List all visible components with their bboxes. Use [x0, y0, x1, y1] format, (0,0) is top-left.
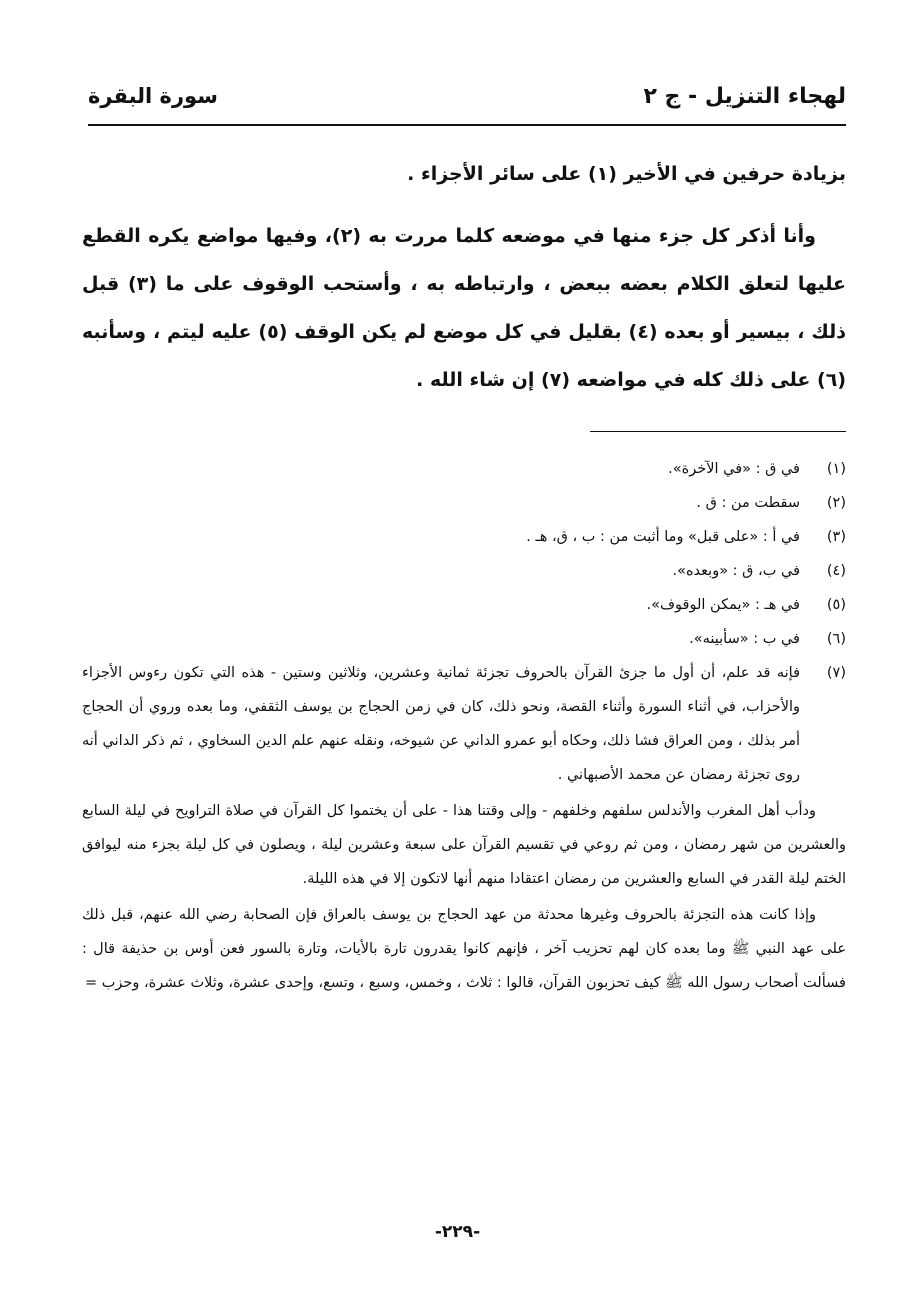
footnote-text: في ب : «سأبينه». [689, 631, 800, 647]
footnote-number: (٤) [826, 563, 846, 579]
footnote-text: في أ : «على قبل» وما أثبت من : ب ، ق، هـ . [526, 529, 800, 545]
footnote-text: في هـ : «يمكن الوقوف». [646, 597, 800, 613]
footnote-number: (٦) [826, 631, 846, 647]
footnote-1 [82, 452, 846, 486]
footnote-separator [590, 431, 846, 432]
footnote-text: في ق : «في الآخرة». [668, 461, 800, 477]
footnote-2 [82, 486, 846, 520]
footnote-3 [82, 520, 846, 554]
footnote-number: (٣) [826, 529, 846, 545]
footnote-5 [82, 588, 846, 622]
footnote-number: (٢) [826, 495, 846, 511]
footnote-4 [82, 554, 846, 588]
footnotes [82, 452, 846, 1000]
footnote-number: (٥) [826, 597, 846, 613]
footnote-number: (١) [826, 461, 846, 477]
footnote-7-continuation-1: ودأب أهل المغرب والأندلس سلفهم وخلفهم - وإلى وقتنا هذا - على أن يختموا كل القرآن في صلاة التراويح في ليلة السابع والعشرين من شهر رمضان ، ومن ثم روعي في تقسيم القرآن على سبعة وعشرين ليلة ، ويصلون في كل ليلة بجزء منه ليوافق الختم ليلة القدر في السابع والعشرين من رمضان اعتقادا منهم أنها لاتكون إلا في هذه الليلة. [82, 803, 846, 887]
footnote-7-continuation-2: وإذا كانت هذه التجزئة بالحروف وغيرها محدثة من عهد الحجاج بن يوسف بالعراق فإن الصحابة رضي الله عنهم، قبل ذلك على عهد النبي ﷺ وما بعده كان لهم تحزيب آخر ، فإنهم كانوا يقدرون تارة بالأيات، وتارة بالسور فعن أوس بن حذيفة قال : فسألت أصحاب رسول الله ﷺ كيف تحزبون القرآن، قالوا : ثلاث ، وخمس، وسبع ، وتسع، وإحدى عشرة، وثلاث عشرة، وحزب = [82, 907, 846, 991]
footnote-text: سقطت من : ق . [696, 495, 800, 511]
page-number: -٢٢٩- [434, 1222, 481, 1242]
footnote-7 [82, 656, 846, 792]
header-rule [88, 124, 846, 126]
surah-title: سورة البقرة [88, 84, 218, 108]
footnote-text: في ب، ق : «وبعده». [672, 563, 800, 579]
footnote-text: فإنه قد علم، أن أول ما جزئ القرآن بالحروف تجزئة ثمانية وعشرين، وثلاثين وستين - هذه التي تكون رءوس الأجزاء والأحزاب، في أثناء السورة وأثناء القصة، ونحو ذلك، كان في زمن الحجاج بن يوسف الثقفي، وما بعده وروي أن الحجاج أمر بذلك ، ومن العراق فشا ذلك، وحكاه أبو عمرو الداني عن شيوخه، ونقله عنهم علم الدين السخاوي ، ثم ذكر الداني أنه روى تجزئة رمضان عن محمد الأصبهاني . [82, 665, 800, 783]
footnote-number: (٧) [826, 665, 846, 681]
running-header [88, 78, 846, 128]
book-title: لهجاء التنزيل - ج ٢ [643, 84, 846, 109]
main-text [82, 150, 846, 418]
main-paragraph-2: وأنا أذكر كل جزء منها في موضعه كلما مررت به (٢)، وفيها مواضع يكره القطع عليها لتعلق الكلام بعضه ببعض ، وارتباطه به ، وأستحب الوقوف على ما (٣) قبل ذلك ، بيسير أو بعده (٤) بقليل في كل موضع لم يكن الوقف (٥) عليه ليتم ، وسأنبه (٦) على ذلك كله في مواضعه (٧) إن شاء الله . [82, 225, 846, 391]
footnote-6 [82, 622, 846, 656]
main-paragraph-1: بزيادة حرفين في الأخير (١) على سائر الأجزاء . [407, 163, 846, 185]
